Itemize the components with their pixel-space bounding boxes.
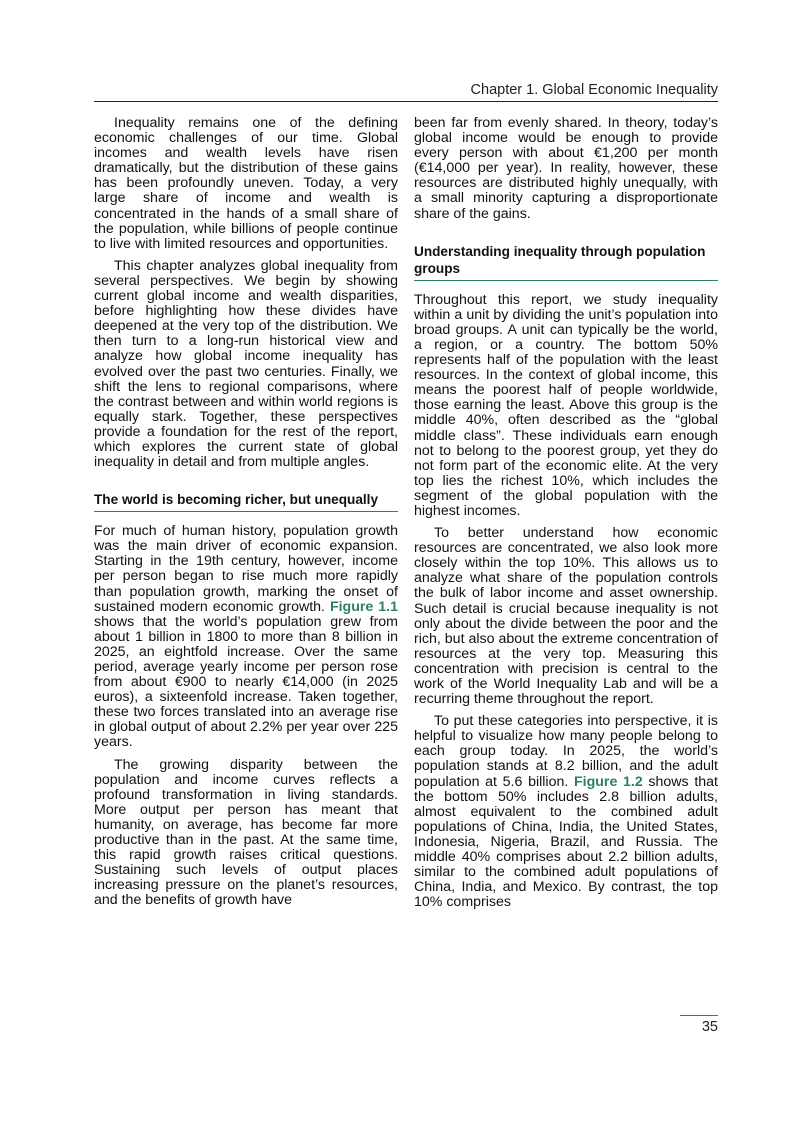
right-column: [414, 116, 718, 917]
section2-paragraph-3-text-a: To put these categories into perspective, it is helpful to visualize how many people belong to each group today. In 2025, the world’s population stands at 8.2 billion, and the adult population at 5.6 billion.: [414, 713, 718, 790]
figure-1-1-link[interactable]: Figure 1.1: [329, 598, 398, 615]
section1-paragraph-1-text-b: shows that the world’s population grew from about 1 billion in 1800 to more than 8 billion in 2025, an eightfold increase. Over the same period, average yearly income per person rose from about €900 to nearly €14,000 (in 2025 euros), a sixteenfold increase. Taken together, these two forces translated into an average rise in global output of about 2.2% per year over 225 years.: [94, 613, 398, 751]
running-header: Chapter 1. Global Economic Inequality: [470, 82, 718, 98]
section2-paragraph-2: To better understand how economic resources are concentrated, we also look more closely within the top 10%. This allows us to analyze what share of the population controls the bulk of labor income and asset ownership. Such detail is crucial because inequality is not only about the divide between the poor and the rich, but also about the extreme concentration of resources at the very top. Measuring this concentration with precision is central to the work of the World Inequality Lab and will be a recurring theme throughout the report.: [414, 525, 718, 708]
intro-paragraph-2: This chapter analyzes global inequality from several perspectives. We begin by showing current global income and wealth disparities, before highlighting how these divides have deepened at the very top of the distribution. We then turn to a long-run historical view and analyze how global income inequality has evolved over the past two centuries. Finally, we shift the lens to regional comparisons, where the contrast between and within world regions is equally stark. Together, these perspectives provide a foundation for the rest of the report, which explores the current state of global inequality in detail and from multiple angles.: [94, 257, 398, 471]
section1-paragraph-2: The growing disparity between the population and income curves reflects a profound transformation in living standards. More output per person has meant that humanity, on average, has become far more productive than in the past. At the same time, this rapid growth raises critical questions. Sustaining such levels of output places increasing pressure on the planet’s resources, and the benefits of growth have: [94, 756, 398, 909]
left-column: [94, 116, 398, 916]
section2-paragraph-1: Throughout this report, we study inequality within a unit by dividing the unit’s population into broad groups. A unit can typically be the world, a region, or a country. The bottom 50% represents half of the population with the least resources. In the context of global income, this means the poorest half of people worldwide, those earning the least. Above this group is the middle 40%, often described as the “global middle class”. These individuals earn enough not to belong to the poorest group, yet they do not form part of the economic elite. At the very top lies the richest 10%, which includes the segment of the global population with the highest incomes.: [414, 291, 718, 519]
section1-paragraph-1: [94, 524, 398, 750]
continued-paragraph: been far from evenly shared. In theory, today’s global income would be enough to provide every person with about €1,200 per month (€14,000 per year). In reality, however, these resources are distributed highly unequally, with a small minority capturing a disproportionate share of the gains.: [414, 115, 718, 222]
section2-paragraph-3: [414, 714, 718, 910]
page-number: 35: [680, 1015, 718, 1035]
header-rule: [94, 101, 718, 102]
section1-paragraph-1-text-a: For much of human history, population growth was the main driver of economic expansion. Starting in the 19th century, however, income per person began to rise much more rapidly than population growth, marking the onset of sustained modern economic growth.: [94, 523, 398, 615]
section-title-world-richer: The world is becoming richer, but unequally: [94, 491, 398, 512]
intro-paragraph-1: Inequality remains one of the defining economic challenges of our time. Global incomes and wealth levels have risen dramatically, but the distribution of these gains has been profoundly uneven. Today, a very large share of income and wealth is concentrated in the hands of a small share of the population, while billions of people continue to live with limited resources and opportunities.: [94, 115, 398, 252]
figure-1-2-link[interactable]: Figure 1.2: [573, 773, 643, 790]
section-title-population-groups: Understanding inequality through population groups: [414, 243, 718, 281]
section2-paragraph-3-text-b: shows that the bottom 50% includes 2.8 billion adults, almost equivalent to the combined adult populations of China, India, the United States, Indonesia, Nigeria, Brazil, and Russia. The middle 40% comprises about 2.2 billion adults, similar to the combined adult populations of China, India, and Mexico. By contrast, the top 10% comprises: [414, 773, 718, 911]
